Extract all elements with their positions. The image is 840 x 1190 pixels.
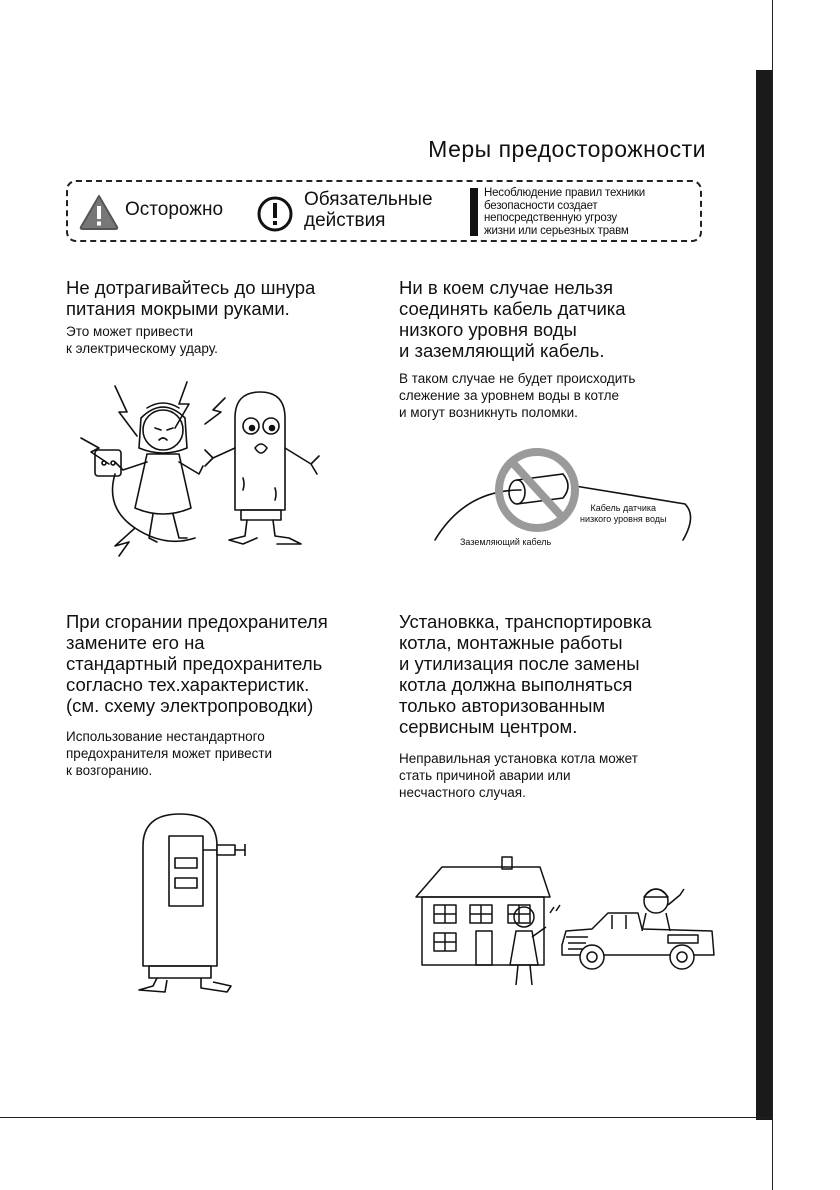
heading-line: соединять кабель датчика [399,298,626,319]
body-line: несчастного случая. [399,785,526,800]
boiler-fuse-illustration [135,810,265,1010]
heading-line: Не дотрагивайтесь до шнура [66,277,316,298]
legend-divider-bar [470,188,478,236]
chapter-tab-bar [756,70,772,1120]
page-edge-line [772,0,773,1190]
section-4-heading [399,611,652,737]
section-1-heading [66,277,315,319]
heading-line: стандартный предохранитель [66,653,323,674]
heading-line: согласно тех.характеристик. [66,674,310,695]
heading-line: и заземляющий кабель. [399,340,605,361]
body-line: В таком случае не будет происходить [399,371,636,386]
heading-line: и утилизация после замены [399,653,640,674]
page-title: Меры предосторожности [428,136,706,162]
body-line: стать причиной аварии или [399,768,571,783]
section-3-body [66,728,272,779]
mandatory-exclamation-icon [256,195,294,233]
sensor-cable-label [580,503,667,525]
heading-line: котла, монтажные работы [399,632,623,653]
legend-description-line: Несоблюдение правил техники [484,187,645,199]
section-2-body [399,370,635,421]
body-line: предохранителя может привести [66,746,273,761]
body-line: слежение за уровнем воды в котле [399,388,620,403]
legend-mandatory-line: Обязательные [304,189,433,210]
legend-description-line: жизни или серьезных травм [484,224,629,237]
ground-cable-label: Заземляющий кабель [460,537,552,547]
installation-service-illustration [412,855,722,995]
label-line: Кабель датчика [590,503,656,513]
heading-line: только авторизованным [399,695,606,716]
heading-line: замените его на [66,632,205,653]
heading-line: (см. схему электропроводки) [66,695,314,716]
body-line: к возгоранию. [66,763,153,778]
footer-rule [0,1117,772,1118]
heading-line: питания мокрыми руками. [66,298,290,319]
legend-mandatory-label [304,189,433,231]
legend-mandatory-line: действия [304,210,386,231]
body-line: Неправильная установка котла может [399,751,638,766]
heading-line: низкого уровня воды [399,319,577,340]
legend-caution-label: Осторожно [125,199,224,220]
heading-line: Ни в коем случае нельзя [399,277,614,298]
section-3-heading [66,611,328,716]
label-line: низкого уровня воды [580,514,667,524]
heading-line: сервисным центром. [399,716,578,737]
legend-description-line: непосредственную угрозу [484,212,617,224]
warning-triangle-icon [78,193,120,231]
legend-description [484,187,645,237]
section-4-body [399,750,638,801]
body-line: Это может привести [66,324,194,339]
heading-line: котла должна выполняться [399,674,633,695]
section-1-body [66,323,218,357]
body-line: и могут возникнуть поломки. [399,405,578,420]
body-line: Использование нестандартного [66,729,265,744]
body-line: к электрическому удару. [66,341,218,356]
wet-hands-illustration [75,378,335,558]
heading-line: При сгорании предохранителя [66,611,328,632]
legend-description-line: безопасности создает [484,199,598,212]
section-2-heading [399,277,626,361]
heading-line: Установкка, транспортировка [399,611,652,632]
